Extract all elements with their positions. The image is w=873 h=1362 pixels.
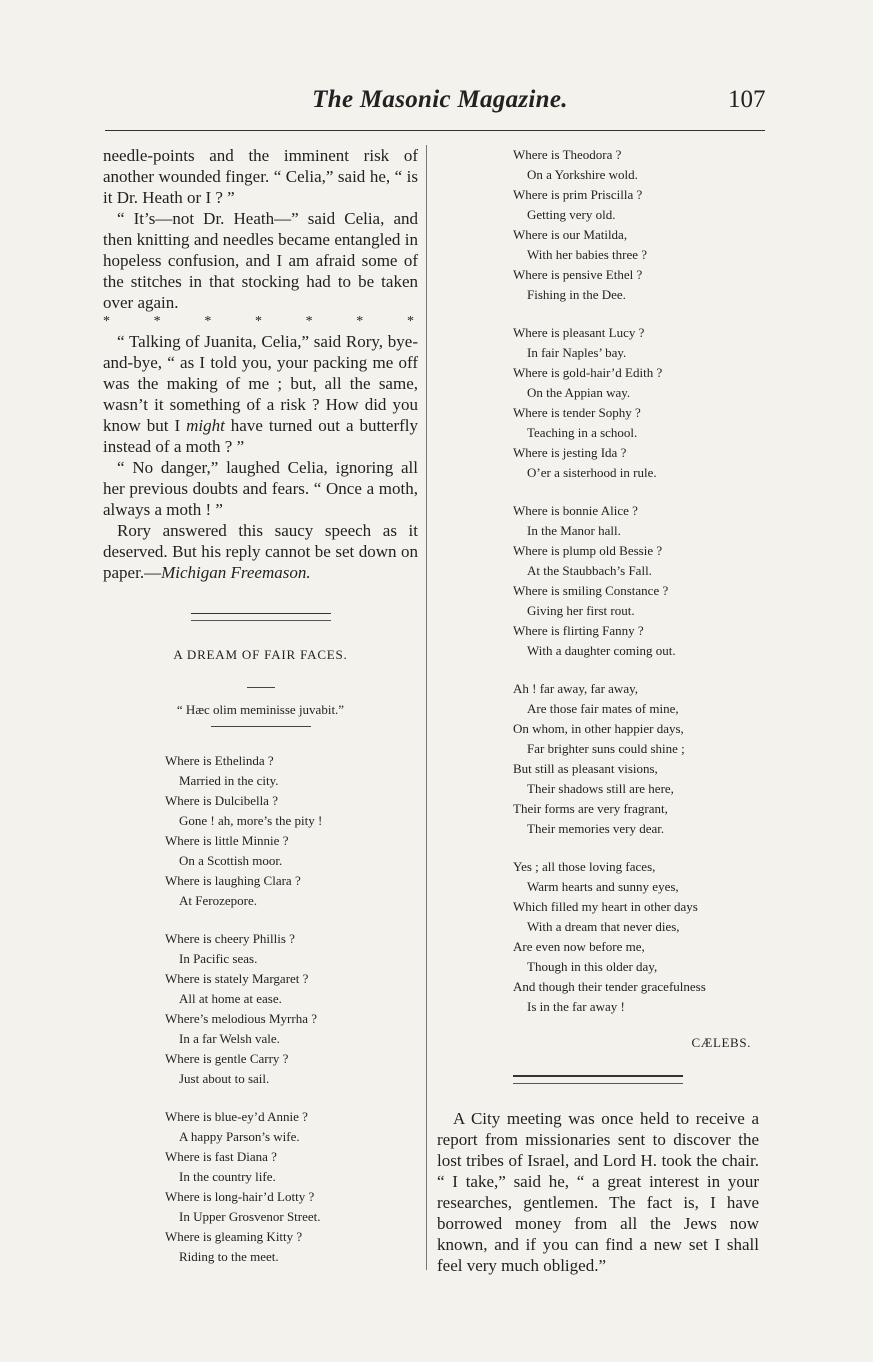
poem-line: Where is Dulcibella ? — [165, 793, 278, 808]
poem-line: Where’s melodious Myrrha ? — [165, 1011, 317, 1026]
anecdote — [437, 1108, 759, 1276]
poem-line: Where is stately Margaret ? — [165, 971, 309, 986]
poem-line: With her babies three ? — [527, 247, 648, 262]
emphasis-might: might — [186, 416, 225, 435]
poem-line: Getting very old. — [527, 207, 616, 222]
poem-line: Where is Theodora ? — [513, 147, 622, 162]
poem-line: Where is our Matilda, — [513, 227, 628, 242]
poem-line: Where is gleaming Kitty ? — [165, 1229, 303, 1244]
poem-line: Their forms are very fragrant, — [513, 801, 668, 816]
poem-line: O’er a sisterhood in rule. — [527, 465, 657, 480]
poem-line: Yes ; all those loving faces, — [513, 859, 656, 874]
poem-line: All at home at ease. — [179, 991, 282, 1006]
story-paragraph: Rory answered this saucy speech as it deserved. But his reply cannot be set down on paper.—Michigan Freemason. — [103, 521, 418, 582]
poem-stanza — [513, 679, 759, 839]
poem-line: In the Manor hall. — [527, 523, 621, 538]
poem-line: A happy Parson’s wife. — [179, 1129, 300, 1144]
poem-line: Are even now before me, — [513, 939, 645, 954]
poem-line: Their shadows still are here, — [527, 781, 674, 796]
poem-line: On a Yorkshire wold. — [527, 167, 638, 182]
poem-line: In the country life. — [179, 1169, 276, 1184]
poem-line: Where is laughing Clara ? — [165, 873, 301, 888]
poem-line: With a dream that never dies, — [527, 919, 680, 934]
poem-line: Giving her first rout. — [527, 603, 635, 618]
poem-line: Where is pensive Ethel ? — [513, 267, 643, 282]
poem-line: Teaching in a school. — [527, 425, 638, 440]
poem-stanza — [165, 929, 418, 1089]
poem-line: Where is little Minnie ? — [165, 833, 289, 848]
poem-line: Where is blue-ey’d Annie ? — [165, 1109, 308, 1124]
section-divider — [191, 613, 331, 621]
running-title: The Masonic Magazine. — [312, 86, 568, 113]
anecdote-paragraph: A City meeting was once held to receive a report from missionaries sent to discover the lost tribes of Israel, and Lord H. took the chair. “ I take,” said he, “ a great interest in your researches, gentlemen. The fact is, I have borrowed money from all the Jews now known, and if you can find a new set I shall feel very much obliged.” — [437, 1109, 759, 1275]
story-paragraph: “ No danger,” laughed Celia, ignoring all her previous doubts and fears. “ Once a moth, always a moth ! ” — [103, 458, 418, 519]
poem-line: On a Scottish moor. — [179, 853, 283, 868]
poem-line: Fishing in the Dee. — [527, 287, 626, 302]
poem-line: Though in this older day, — [527, 959, 658, 974]
poem-line: Just about to sail. — [179, 1071, 270, 1086]
poem-line: Riding to the meet. — [179, 1249, 279, 1264]
poem-stanza — [513, 323, 759, 483]
section-divider — [513, 1075, 683, 1084]
poem-line: Their memories very dear. — [527, 821, 665, 836]
section-break-stars: * * * * * * * — [103, 314, 414, 329]
poem-line: Where is Ethelinda ? — [165, 753, 274, 768]
page-number: 107 — [728, 86, 766, 113]
story-paragraph: needle-points and the imminent risk of another wounded finger. “ Celia,” said he, “ is it Dr. Heath or I ? ” — [103, 146, 418, 207]
poem-stanza — [513, 145, 759, 305]
poem-line: Where is plump old Bessie ? — [513, 543, 663, 558]
poem-stanza — [513, 857, 759, 1017]
poem-stanza — [165, 1107, 418, 1267]
poem-line: Married in the city. — [179, 773, 279, 788]
poem-line: In Pacific seas. — [179, 951, 258, 966]
poem-line: In fair Naples’ bay. — [527, 345, 627, 360]
poem-line: Which filled my heart in other days — [513, 899, 698, 914]
poem-line: Where is long-hair’d Lotty ? — [165, 1189, 315, 1204]
poem-left — [103, 751, 418, 1267]
poem-line: At Ferozepore. — [179, 893, 257, 908]
poem-line: Where is tender Sophy ? — [513, 405, 641, 420]
poem-title: A DREAM OF FAIR FACES. — [173, 647, 348, 662]
poem-line: And though their tender gracefulness — [513, 979, 706, 994]
poem-signature: CÆLEBS. — [691, 1035, 751, 1050]
story-paragraph: “ Talking of Juanita, Celia,” said Rory, bye-and-bye, “ as I told you, your packing me off was the making of me ; but, all the same, wasn’t it something of a risk ? How did you know but I might have turned out a butterfly instead of a moth ? ” — [103, 332, 418, 456]
right-column — [437, 145, 759, 1276]
poem-line: Ah ! far away, far away, — [513, 681, 638, 696]
poem-line: Is in the far away ! — [527, 999, 625, 1014]
poem-line: On the Appian way. — [527, 385, 631, 400]
poem-epigraph: “ Hæc olim meminisse juvabit.” — [176, 702, 345, 717]
poem-line: Where is bonnie Alice ? — [513, 503, 638, 518]
column-divider — [426, 145, 427, 1270]
poem-line: At the Staubbach’s Fall. — [527, 563, 652, 578]
left-column — [103, 145, 418, 1285]
poem-line: Where is cheery Phillis ? — [165, 931, 295, 946]
poem-line: But still as pleasant visions, — [513, 761, 658, 776]
poem-stanza — [165, 751, 418, 911]
poem-line: Far brighter suns could shine ; — [527, 741, 685, 756]
poem-line: Warm hearts and sunny eyes, — [527, 879, 679, 894]
poem-line: Where is flirting Fanny ? — [513, 623, 644, 638]
poem-line: In Upper Grosvenor Street. — [179, 1209, 321, 1224]
poem-line: In a far Welsh vale. — [179, 1031, 280, 1046]
header-rule — [105, 130, 765, 131]
story-source: Michigan Freemason. — [161, 563, 311, 582]
poem-line: Where is jesting Ida ? — [513, 445, 627, 460]
poem-line: Gone ! ah, more’s the pity ! — [179, 813, 323, 828]
poem-line: Where is fast Diana ? — [165, 1149, 277, 1164]
poem-line: Where is gentle Carry ? — [165, 1051, 289, 1066]
story-paragraph: “ It’s—not Dr. Heath—” said Celia, and then knitting and needles became entangled in hopeless confusion, and I am afraid some of the stitches in that stocking had to be taken over again. — [103, 209, 418, 312]
poem-line: On whom, in other happier days, — [513, 721, 684, 736]
poem-stanza — [513, 501, 759, 661]
poem-line: Where is smiling Constance ? — [513, 583, 669, 598]
poem-line: Are those fair mates of mine, — [527, 701, 679, 716]
page-header — [0, 0, 873, 130]
poem-line: Where is pleasant Lucy ? — [513, 325, 645, 340]
poem-right — [437, 145, 759, 1017]
story-continuation — [103, 145, 418, 583]
poem-line: With a daughter coming out. — [527, 643, 676, 658]
poem-line: Where is gold-hair’d Edith ? — [513, 365, 663, 380]
poem-line: Where is prim Priscilla ? — [513, 187, 643, 202]
